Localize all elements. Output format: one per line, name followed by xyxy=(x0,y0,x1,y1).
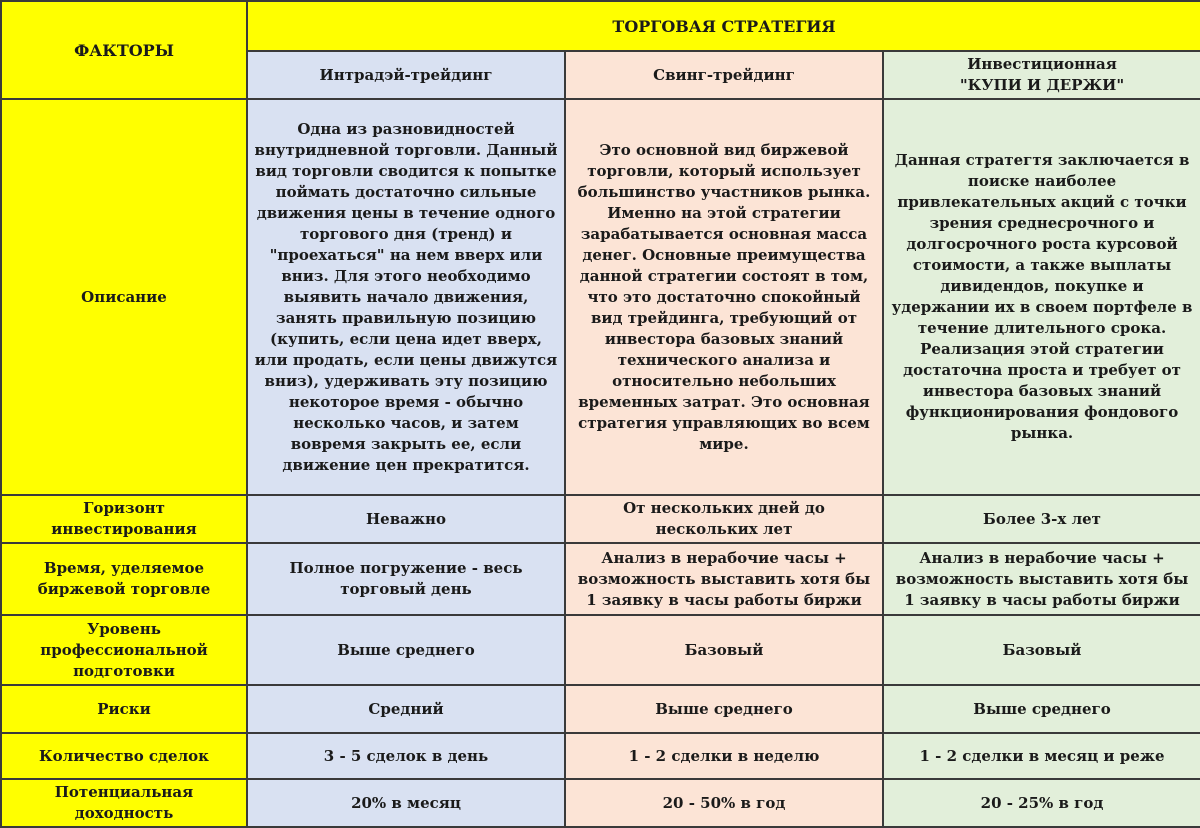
buy-and-hold-horizon: Более 3-х лет xyxy=(883,495,1200,543)
intraday-trades-count: 3 - 5 сделок в день xyxy=(247,733,565,779)
table-row-trades-count xyxy=(1,733,1200,779)
buy-and-hold-description: Данная стратегтя заключается в поиске наиболее привлекательных акций с точки зрения среднесрочного и долгосрочного роста курсовой стоимости, а также выплаты дивидендов, покупке и удержании их в своем портфеле в течение длительного срока. Реализация этой стратегии достаточна проста и требует от инвестора базовых знаний функционирования фондового рынка. xyxy=(883,99,1200,495)
table-row-horizon xyxy=(1,495,1200,543)
column-header-swing: Свинг-трейдинг xyxy=(565,51,883,99)
intraday-horizon: Неважно xyxy=(247,495,565,543)
factor-potential-return: Потенциальная доходность xyxy=(1,779,247,827)
table-row-risks xyxy=(1,685,1200,733)
column-header-buy-and-hold xyxy=(883,51,1200,99)
factor-horizon: Горизонт инвестирования xyxy=(1,495,247,543)
buy-and-hold-trades-count: 1 - 2 сделки в месяц и реже xyxy=(883,733,1200,779)
factor-skill-level: Уровень профессиональной подготовки xyxy=(1,615,247,685)
swing-trades-count: 1 - 2 сделки в неделю xyxy=(565,733,883,779)
table-row-time-spent xyxy=(1,543,1200,615)
swing-description: Это основной вид биржевой торговли, который использует большинство участников рынка. Именно на этой стратегии зарабатывается основная масса денег. Основные преимущества данной стратегии состоят в том, что это достаточно спокойный вид трейдинга, требующий от инвестора базовых знаний технического анализа и относительно небольших временных затрат. Это основная стратегия управляющих во всем мире. xyxy=(565,99,883,495)
intraday-time-spent: Полное погружение - весь торговый день xyxy=(247,543,565,615)
buy-and-hold-risks: Выше среднего xyxy=(883,685,1200,733)
swing-risks: Выше среднего xyxy=(565,685,883,733)
strategy-header: ТОРГОВАЯ СТРАТЕГИЯ xyxy=(247,1,1200,51)
buy-and-hold-time-spent: Анализ в нерабочие часы + возможность выставить хотя бы 1 заявку в часы работы биржи xyxy=(883,543,1200,615)
column-header-buy-and-hold-text: Инвестиционная "КУПИ И ДЕРЖИ" xyxy=(959,55,1125,94)
table-row-description xyxy=(1,99,1200,495)
intraday-skill-level: Выше среднего xyxy=(247,615,565,685)
factors-header: ФАКТОРЫ xyxy=(1,1,247,99)
factor-time-spent: Время, уделяемое биржевой торговле xyxy=(1,543,247,615)
swing-horizon: От нескольких дней до нескольких лет xyxy=(565,495,883,543)
factor-risks: Риски xyxy=(1,685,247,733)
factor-description: Описание xyxy=(1,99,247,495)
header-row-top xyxy=(1,1,1200,51)
swing-time-spent: Анализ в нерабочие часы + возможность выставить хотя бы 1 заявку в часы работы биржи xyxy=(565,543,883,615)
buy-and-hold-potential-return: 20 - 25% в год xyxy=(883,779,1200,827)
intraday-potential-return: 20% в месяц xyxy=(247,779,565,827)
factor-trades-count: Количество сделок xyxy=(1,733,247,779)
swing-potential-return: 20 - 50% в год xyxy=(565,779,883,827)
intraday-description: Одна из разновидностей внутридневной торговли. Данный вид торговли сводится к попытке поймать достаточно сильные движения цены в течение одного торгового дня (тренд) и "проехаться" на нем вверх или вниз. Для этого необходимо выявить начало движения, занять правильную позицию (купить, если цена идет вверх, или продать, если цены движутся вниз), удерживать эту позицию некоторое время - обычно несколько часов, и затем вовремя закрыть ее, если движение цен прекратится. xyxy=(247,99,565,495)
swing-skill-level: Базовый xyxy=(565,615,883,685)
table-row-skill-level xyxy=(1,615,1200,685)
table-row-potential-return xyxy=(1,779,1200,827)
column-header-intraday: Интрадэй-трейдинг xyxy=(247,51,565,99)
intraday-risks: Средний xyxy=(247,685,565,733)
buy-and-hold-skill-level: Базовый xyxy=(883,615,1200,685)
